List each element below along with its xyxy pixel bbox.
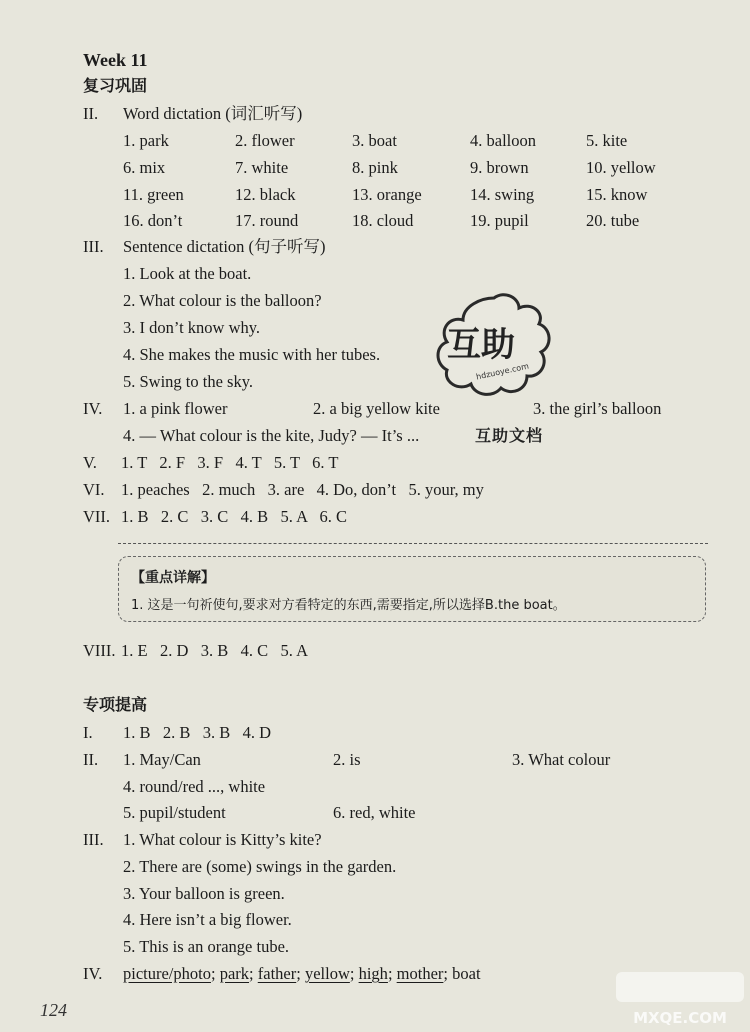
watermark-text: MXQE.COM: [633, 1009, 727, 1027]
part-label: II.: [83, 104, 99, 123]
answer-word: mother: [396, 964, 444, 983]
key-point-note-box: [118, 556, 706, 622]
word-list: [123, 964, 481, 984]
answer-line: 1. E 2. D 3. B 4. C 5. A: [121, 641, 309, 660]
word-item: 2. flower: [235, 131, 295, 150]
sentence-item: 5. This is an orange tube.: [123, 937, 290, 956]
answer-item: 2. a big yellow kite: [313, 399, 440, 418]
word-item: 12. black: [235, 185, 296, 204]
sentence-item: 5. Swing to the sky.: [123, 372, 254, 391]
stamp-caption: 互助文档: [475, 426, 544, 445]
flower-stamp-logo: [435, 292, 553, 396]
word-item: 20. tube: [586, 211, 640, 230]
answer-item: 5. pupil/student: [123, 803, 226, 822]
answer-line: 1. B 2. B 3. B 4. D: [123, 723, 272, 742]
word-item: 9. brown: [470, 158, 529, 177]
word-item: 7. white: [235, 158, 289, 177]
week-title: Week 11: [83, 50, 148, 70]
word-item: 11. green: [123, 185, 184, 204]
answer-word: high: [358, 964, 388, 983]
note-text: 1. 这是一句祈使句,要求对方看特定的东西,需要指定,所以选择B.the boat。: [131, 598, 566, 613]
part-title: Word dictation (词汇听写): [123, 104, 303, 123]
answer-item: 2. is: [333, 750, 361, 769]
watermark-logo: [612, 970, 748, 1028]
word-item: 19. pupil: [470, 211, 529, 230]
part-label: IV.: [83, 399, 103, 418]
sentence-item: 4. Here isn’t a big flower.: [123, 910, 292, 929]
sentence-item: 4. She makes the music with her tubes.: [123, 345, 381, 364]
answer-word: park: [219, 964, 250, 983]
word-item: 18. cloud: [352, 211, 414, 230]
sentence-item: 3. I don’t know why.: [123, 318, 261, 337]
separator: ;: [249, 964, 254, 983]
separator: ;: [387, 964, 393, 983]
word-item: 8. pink: [352, 158, 398, 177]
section-heading-improve: 专项提高: [83, 697, 148, 714]
sentence-item: 1. Look at the boat.: [123, 264, 252, 283]
answer-item: 3. What colour: [512, 750, 611, 769]
word-item: 15. know: [586, 185, 648, 204]
sentence-item: 1. What colour is Kitty’s kite?: [123, 830, 322, 849]
section-heading-review: 复习巩固: [83, 78, 148, 95]
note-title: 【重点详解】: [131, 570, 215, 586]
word-item: 4. balloon: [470, 131, 536, 150]
word-item: 17. round: [235, 211, 299, 230]
part-label: IV.: [83, 964, 103, 983]
page-number: 124: [40, 1000, 67, 1020]
word-item: 16. don’t: [123, 211, 183, 230]
part-label: VII.: [83, 507, 111, 526]
answer-line: 1. B 2. C 3. C 4. B 5. A 6. C: [121, 507, 347, 526]
word-item: 6. mix: [123, 158, 166, 177]
word-item: 3. boat: [352, 131, 397, 150]
separator: ;: [210, 964, 216, 983]
answer-item: 4. round/red ..., white: [123, 777, 266, 796]
answer-word: boat: [452, 964, 481, 983]
separator: ;: [443, 964, 448, 983]
answer-word: father: [257, 964, 297, 983]
part-label: III.: [83, 830, 104, 849]
answer-item: 1. May/Can: [123, 750, 201, 769]
word-item: 1. park: [123, 131, 169, 150]
word-item: 13. orange: [352, 185, 422, 204]
answer-line: 1. T 2. F 3. F 4. T 5. T 6. T: [121, 453, 339, 472]
part-label: V.: [83, 453, 97, 472]
stamp-url: hdzuoye.com: [475, 361, 530, 382]
answer-item: 4. — What colour is the kite, Judy? — It’s ...: [123, 426, 420, 445]
sentence-item: 2. What colour is the balloon?: [123, 291, 322, 310]
answer-item: 3. the girl’s balloon: [533, 399, 662, 418]
sentence-item: 2. There are (some) swings in the garden.: [123, 857, 397, 876]
separator: ;: [296, 964, 301, 983]
answer-word: picture/photo: [123, 964, 211, 983]
answer-item: 1. a pink flower: [123, 399, 228, 418]
part-title: Sentence dictation (句子听写): [123, 237, 326, 256]
stamp-text: 互助: [447, 325, 515, 365]
part-label: II.: [83, 750, 99, 769]
answer-word: yellow: [304, 964, 350, 983]
part-label: VI.: [83, 480, 105, 499]
word-item: 10. yellow: [586, 158, 656, 177]
word-item: 5. kite: [586, 131, 628, 150]
sentence-item: 3. Your balloon is green.: [123, 884, 285, 903]
dashed-divider: [118, 543, 708, 544]
answer-line: 1. peaches 2. much 3. are 4. Do, don’t 5. your, my: [121, 480, 484, 499]
part-label: VIII.: [83, 641, 116, 660]
separator: ;: [349, 964, 355, 983]
part-label: I.: [83, 723, 93, 742]
word-item: 14. swing: [470, 185, 535, 204]
part-label: III.: [83, 237, 104, 256]
answer-item: 6. red, white: [333, 803, 416, 822]
